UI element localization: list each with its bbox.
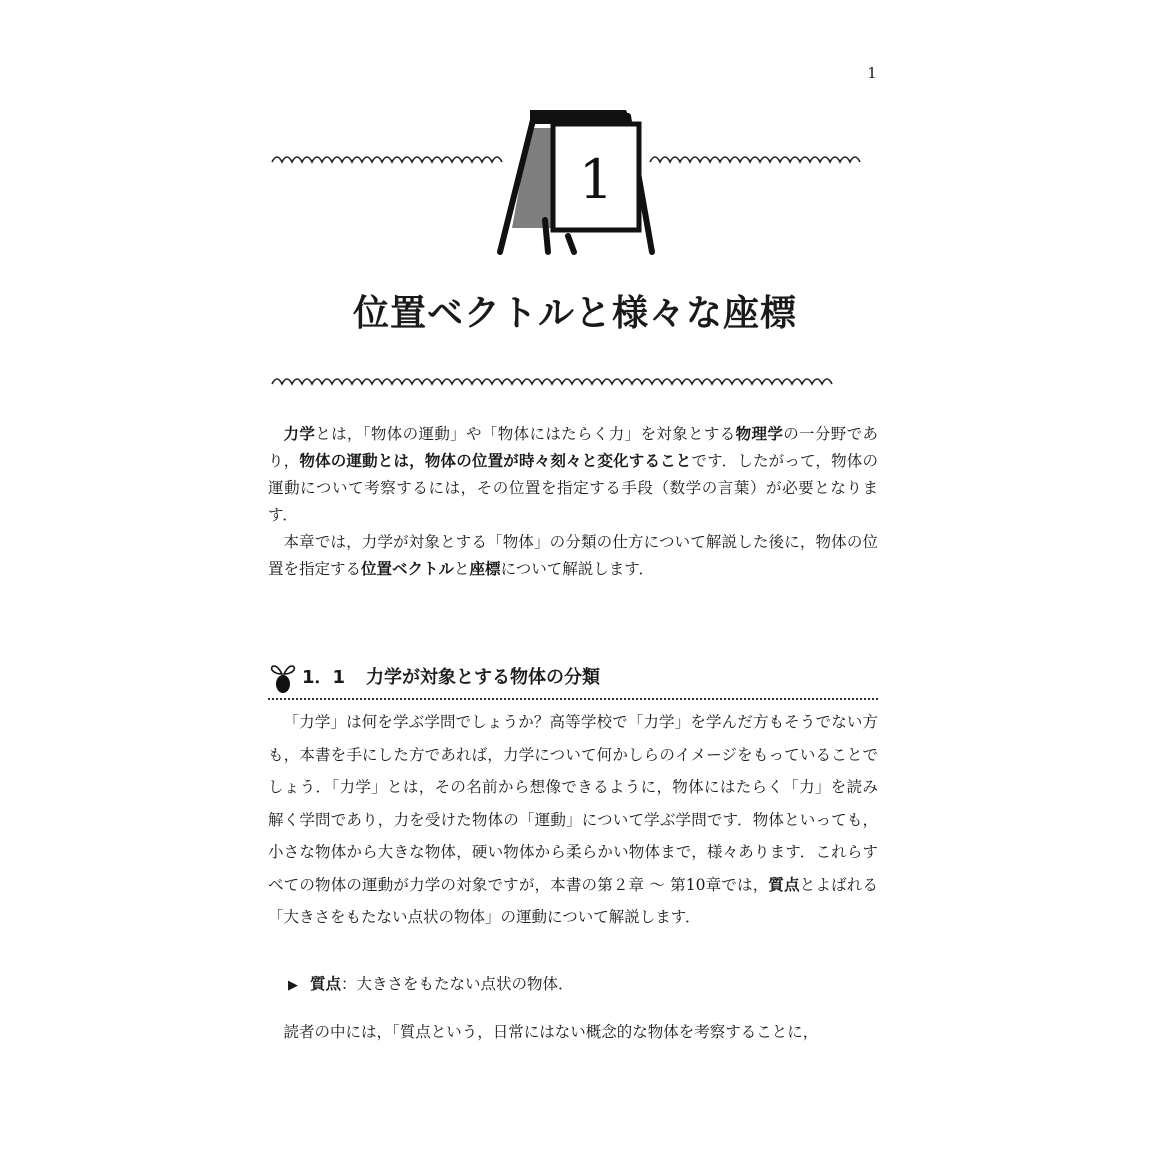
intro-p1-run-1: とは，「物体の運動」や「物体にはたらく力」を対象とする bbox=[315, 425, 736, 443]
body-p1-run-1: 質点 bbox=[768, 875, 800, 894]
intro-p1-run-0: 力学 bbox=[283, 425, 316, 443]
section-heading bbox=[268, 658, 878, 700]
intro-p2-run-2: と bbox=[454, 560, 470, 578]
body-paragraph-1 bbox=[268, 706, 878, 934]
chapter-number: 1 bbox=[578, 148, 614, 211]
page-number: 1 bbox=[867, 64, 877, 82]
intro-p2-run-4: について解説します． bbox=[500, 560, 655, 578]
intro-p1-run-3: の一分野であり， bbox=[268, 425, 878, 470]
intro-p2-run-1: 位置ベクトル bbox=[361, 560, 455, 578]
section-title: 力学が対象とする物体の分類 bbox=[366, 667, 600, 688]
definition-text: 大きさをもたない点状の物体． bbox=[356, 975, 574, 993]
body-p1-run-0: 「力学」は何を学ぶ学問でしょうか？高等学校で「力学」を学んだ方もそうでない方も，本書を手にした方であれば，力学について何かしらのイメージをもっていることでしょう．「力学」とは，その名前から想像できるように，物体にはたらく「力」を読み解く学問であり，力を受けた物体の「運動」について学ぶ学問です．物体といっても，小さな物体から大きな物体，硬い物体から柔らかい物体まで，様々あります．これらすべての物体の運動が力学の対象ですが，本書の第２章 ～ 第10章では， bbox=[268, 713, 878, 894]
intro-paragraph-1 bbox=[268, 421, 878, 529]
intro-p1-run-4: 物体の運動とは，物体の位置が時々刻々と変化すること bbox=[299, 452, 692, 470]
definition-separator: ： bbox=[341, 975, 357, 993]
continuation-paragraph: 読者の中には，「質点という，日常にはない概念的な物体を考察することに， bbox=[283, 1023, 819, 1041]
chapter-intro bbox=[268, 421, 878, 583]
section-body bbox=[268, 706, 878, 934]
intro-p1-run-2: 物理学 bbox=[735, 425, 784, 443]
intro-p2-run-3: 座標 bbox=[469, 560, 501, 578]
scalloped-divider bbox=[0, 0, 1150, 400]
section-number: 1．1 bbox=[302, 667, 346, 688]
definition-item bbox=[288, 970, 878, 1000]
intro-p1-run-5: です．したがって，物体の運動について考察するには，その位置を指定する手段（数学の言葉）が必要となります． bbox=[268, 452, 878, 524]
triangle-marker-icon: ▶ bbox=[288, 978, 298, 993]
definition-term: 質点 bbox=[310, 975, 342, 993]
intro-p2-run-0: 本章では，力学が対象とする「物体」の分類の仕方について解説した後に，物体の位置を指定する bbox=[268, 533, 878, 578]
chapter-title: 位置ベクトルと様々な座標 bbox=[352, 293, 797, 334]
body-p1-run-2: とよばれる「大きさをもたない点状の物体」の運動について解説します． bbox=[268, 875, 878, 926]
sprout-icon bbox=[268, 658, 298, 694]
intro-paragraph-2 bbox=[268, 529, 878, 583]
